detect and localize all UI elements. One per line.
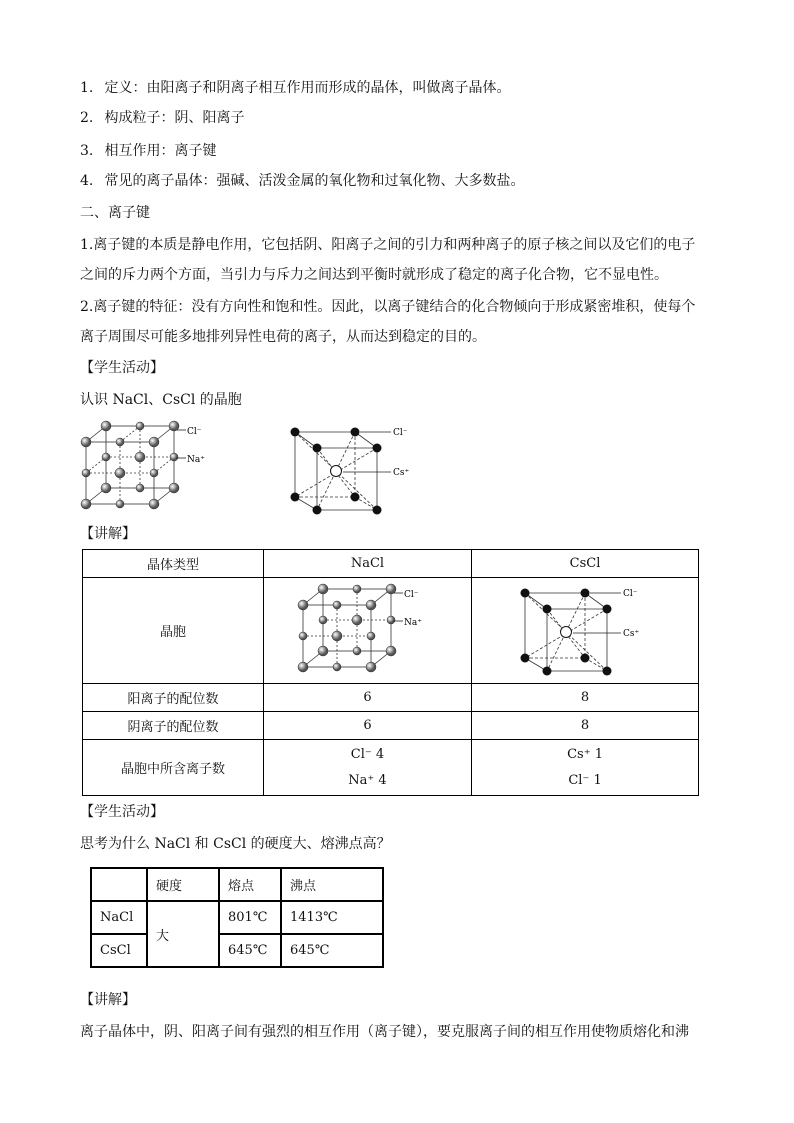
header-cell: 熔点	[219, 868, 281, 901]
nacl-cell-image	[263, 578, 471, 684]
table-cell: 6	[263, 712, 471, 740]
table-row	[83, 578, 699, 684]
paragraph-line: 1.离子键的本质是静电作用，它包括阴、阳离子之间的引力和两种离子的原子核之间以及它们的电子	[80, 237, 696, 253]
header-cell: 沸点	[281, 868, 383, 901]
property-table	[90, 867, 384, 968]
nacl-count: Na⁺ 4	[348, 772, 387, 788]
list-item: 4. 常见的离子晶体：强碱、活泼金属的氧化物和过氧化物、大多数盐。	[80, 173, 525, 189]
activity-heading: 【学生活动】	[80, 804, 164, 820]
nacl-unit-cell-figure	[297, 583, 437, 675]
table-cell: 645℃	[219, 934, 281, 967]
cscl-cell-image	[472, 578, 699, 684]
crystal-comparison-table	[82, 549, 699, 796]
list-item: 3. 相互作用：离子键	[80, 143, 217, 159]
cs-label: Cs⁺	[623, 629, 640, 639]
header-cell: 晶体类型	[83, 550, 264, 578]
cl-label: Cl⁻	[187, 427, 202, 437]
table-cell: 645℃	[281, 934, 383, 967]
cl-label: Cl⁻	[393, 428, 408, 438]
paragraph-line: 离子晶体中，阴、阳离子间有强烈的相互作用（离子键），要克服离子间的相互作用使物质熔化和沸	[80, 1024, 689, 1040]
na-label: Na⁺	[404, 617, 423, 628]
header-cell: 硬度	[147, 868, 219, 901]
list-item: 2. 构成粒子：阴、阳离子	[80, 110, 245, 126]
cl-label: Cl⁻	[623, 589, 638, 599]
table-cell: 8	[472, 712, 699, 740]
cscl-count: Cs⁺ 1	[567, 746, 603, 762]
activity-text: 认识 NaCl、CsCl 的晶胞	[80, 392, 242, 408]
table-cell	[263, 740, 471, 796]
row-label: 晶胞中所含离子数	[83, 740, 264, 796]
row-label: 阴离子的配位数	[83, 712, 264, 740]
header-cell: NaCl	[263, 550, 471, 578]
header-cell: CsCl	[472, 550, 699, 578]
table-row	[83, 712, 699, 740]
nacl-unit-cell-figure	[80, 420, 220, 512]
table-cell: 1413℃	[281, 901, 383, 934]
table-row	[91, 868, 383, 901]
hardness-cell: 大	[147, 901, 219, 967]
table-row	[91, 901, 383, 934]
explain-heading: 【讲解】	[80, 526, 136, 542]
cl-label: Cl⁻	[404, 589, 419, 600]
table-row	[83, 740, 699, 796]
table-cell: 8	[472, 684, 699, 712]
paragraph-line: 离子周围尽可能多地排列异性电荷的离子，从而达到稳定的目的。	[80, 329, 486, 345]
nacl-count: Cl⁻ 4	[350, 746, 385, 762]
table-cell: 801℃	[219, 901, 281, 934]
row-label: CsCl	[91, 934, 147, 967]
explain-heading: 【讲解】	[80, 992, 136, 1008]
header-cell	[91, 868, 147, 901]
paragraph-line: 2.离子键的特征：没有方向性和饱和性。因此，以离子键结合的化合物倾向于形成紧密堆积，使每个	[80, 299, 696, 315]
table-row	[83, 684, 699, 712]
row-label: 阳离子的配位数	[83, 684, 264, 712]
activity-heading: 【学生活动】	[80, 360, 164, 376]
paragraph-line: 之间的斥力两个方面，当引力与斥力之间达到平衡时就形成了稳定的离子化合物，它不显电性。	[80, 267, 668, 283]
cs-label: Cs⁺	[393, 468, 410, 478]
table-row	[91, 934, 383, 967]
activity-text: 思考为什么 NaCl 和 CsCl 的硬度大、熔沸点高？	[80, 836, 391, 852]
table-row	[83, 550, 699, 578]
table-cell	[472, 740, 699, 796]
list-item: 1. 定义：由阳离子和阴离子相互作用而形成的晶体，叫做离子晶体。	[80, 80, 511, 96]
cscl-count: Cl⁻ 1	[568, 772, 602, 788]
na-label: Na⁺	[187, 455, 205, 465]
cscl-unit-cell-figure	[515, 581, 655, 676]
table-cell: 6	[263, 684, 471, 712]
cell-label: 晶胞	[83, 578, 264, 684]
section-heading: 二、离子键	[80, 205, 150, 221]
cscl-unit-cell-figure	[285, 420, 425, 515]
row-label: NaCl	[91, 901, 147, 934]
